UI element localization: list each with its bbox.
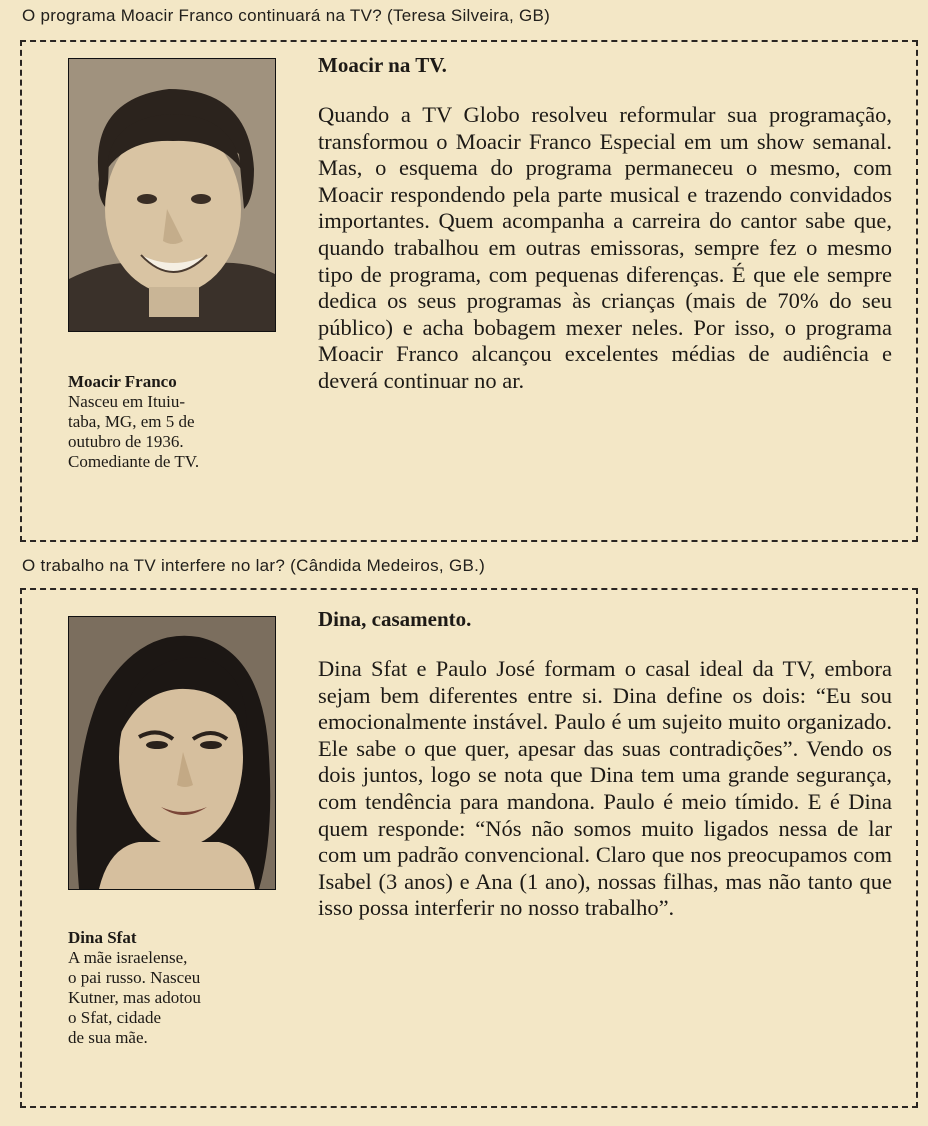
article-2 [318, 606, 892, 922]
caption-2 [68, 928, 298, 1048]
caption-1 [68, 372, 298, 472]
answer-box-1 [20, 40, 918, 542]
question-2: O trabalho na TV interfere no lar? (Cândida Medeiros, GB.) [22, 556, 486, 575]
man-portrait-image [69, 59, 275, 331]
headline: Dina, casamento. [318, 607, 472, 631]
caption-bio: A mãe israelense, o pai russo. Nasceu Kutner, mas adotou o Sfat, cidade de sua mãe. [68, 948, 201, 1047]
caption-bio: Nasceu em Ituiu- taba, MG, em 5 de outubro de 1936. Comediante de TV. [68, 392, 200, 471]
caption-name: Moacir Franco [68, 372, 177, 391]
caption-name: Dina Sfat [68, 928, 137, 947]
article-body: Quando a TV Globo resolveu reformular sua programação, transformou o Moacir Franco Especial em um show semanal. Mas, o esquema do programa permaneceu o mesmo, com Moacir respondendo pela parte musical e trazendo convidados importantes. Quem acompanha a carreira do cantor sabe que, quando trabalhou em outras emissoras, sempre fez o mesmo tipo de programa, com pequenas diferenças. É que ele sempre dedica os seus programas às crianças (mais de 70% do seu público) e acha bobagem mexer neles. Por isso, o programa Moacir Franco alcançou excelentes médias de audiência e deverá continuar no ar. [318, 102, 892, 393]
article-1 [318, 52, 892, 395]
answer-box-2 [20, 588, 918, 1108]
photo-moacir-franco [68, 58, 276, 332]
woman-portrait-image [69, 617, 275, 889]
question-1: O programa Moacir Franco continuará na TV? (Teresa Silveira, GB) [22, 6, 551, 25]
headline: Moacir na TV. [318, 53, 447, 77]
article-body: Dina Sfat e Paulo José formam o casal ideal da TV, embora sejam bem diferentes entre si. Dina define os dois: “Eu sou emocionalmente instável. Paulo é um sujeito muito organizado. Ele sabe o que quer, apesar das suas contradições”. Vendo os dois juntos, logo se nota que Dina tem uma grande segurança, com tendência para mandona. Paulo é meio tímido. E é Dina quem responde: “Nós não somos muito ligados nessa de lar com um padrão convencional. Claro que nos preocupamos com Isabel (3 anos) e Ana (1 ano), nossas filhas, mas não tanto que isso possa interferir no nosso trabalho”. [318, 656, 892, 921]
photo-dina-sfat [68, 616, 276, 890]
